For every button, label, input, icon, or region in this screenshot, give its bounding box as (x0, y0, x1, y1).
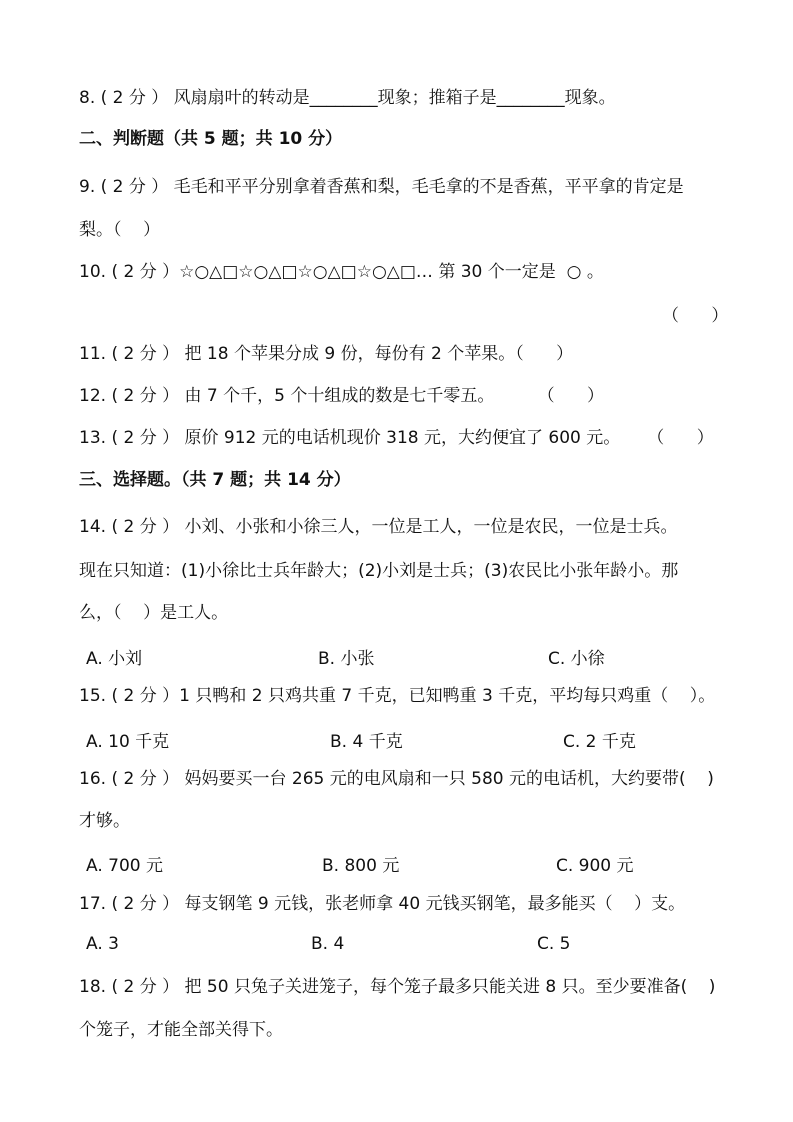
question-16-line2: 才够。 (79, 811, 130, 831)
q17-option-b: B. 4 (311, 934, 345, 954)
q14-option-a: A. 小刘 (86, 649, 143, 669)
question-10-answer-paren: （ ） (662, 306, 729, 326)
q14-option-c: C. 小徐 (548, 649, 605, 669)
q15-option-b: B. 4 千克 (330, 732, 403, 752)
q14-option-b: B. 小张 (318, 649, 375, 669)
question-18-line2: 个笼子，才能全部关得下。 (79, 1020, 283, 1040)
q16-option-a: A. 700 元 (86, 856, 163, 876)
question-18-line1: 18. ( 2 分 ） 把 50 只兔子关进笼子，每个笼子最多只能关进 8 只。至少要准备( ) (79, 977, 716, 997)
question-8: 8. ( 2 分 ） 风扇扇叶的转动是________现象；推箱子是________现象。 (79, 88, 616, 108)
question-15: 15. ( 2 分 ）1 只鸭和 2 只鸡共重 7 千克，已知鸭重 3 千克，平均每只鸡重（ ）。 (79, 686, 716, 706)
question-14-line2: 现在只知道：(1)小徐比士兵年龄大；(2)小刘是士兵；(3)农民比小张年龄小。那 (79, 561, 679, 581)
q16-option-b: B. 800 元 (322, 856, 400, 876)
q17-option-a: A. 3 (86, 934, 119, 954)
q15-option-a: A. 10 千克 (86, 732, 170, 752)
question-11: 11. ( 2 分 ） 把 18 个苹果分成 9 份，每份有 2 个苹果。（ ） (79, 344, 574, 364)
question-17: 17. ( 2 分 ） 每支钢笔 9 元钱，张老师拿 40 元钱买钢笔，最多能买（ ）支。 (79, 894, 686, 914)
question-9-line1: 9. ( 2 分 ） 毛毛和平平分别拿着香蕉和梨，毛毛拿的不是香蕉，平平拿的肯定是 (79, 177, 684, 197)
question-14-line3: 么，（ ）是工人。 (79, 603, 229, 623)
section-heading-true-false: 二、判断题（共 5 题；共 10 分） (79, 129, 343, 149)
q17-option-c: C. 5 (537, 934, 571, 954)
q16-option-c: C. 900 元 (556, 856, 634, 876)
question-13: 13. ( 2 分 ） 原价 912 元的电话机现价 318 元，大约便宜了 600 元。 （ ） (79, 428, 714, 448)
question-9-line2: 梨。（ ） (79, 220, 161, 240)
question-12: 12. ( 2 分 ） 由 7 个千，5 个十组成的数是七千零五。 （ ） (79, 386, 604, 406)
question-14-line1: 14. ( 2 分 ） 小刘、小张和小徐三人，一位是工人，一位是农民，一位是士兵。 (79, 517, 678, 537)
question-10: 10. ( 2 分 ）☆○△□☆○△□☆○△□☆○△□… 第 30 个一定是 ○ 。 (79, 262, 604, 282)
section-heading-multiple-choice: 三、选择题。（共 7 题；共 14 分） (79, 470, 351, 490)
question-16-line1: 16. ( 2 分 ） 妈妈要买一台 265 元的电风扇和一只 580 元的电话机，大约要带( ) (79, 769, 714, 789)
q15-option-c: C. 2 千克 (563, 732, 636, 752)
